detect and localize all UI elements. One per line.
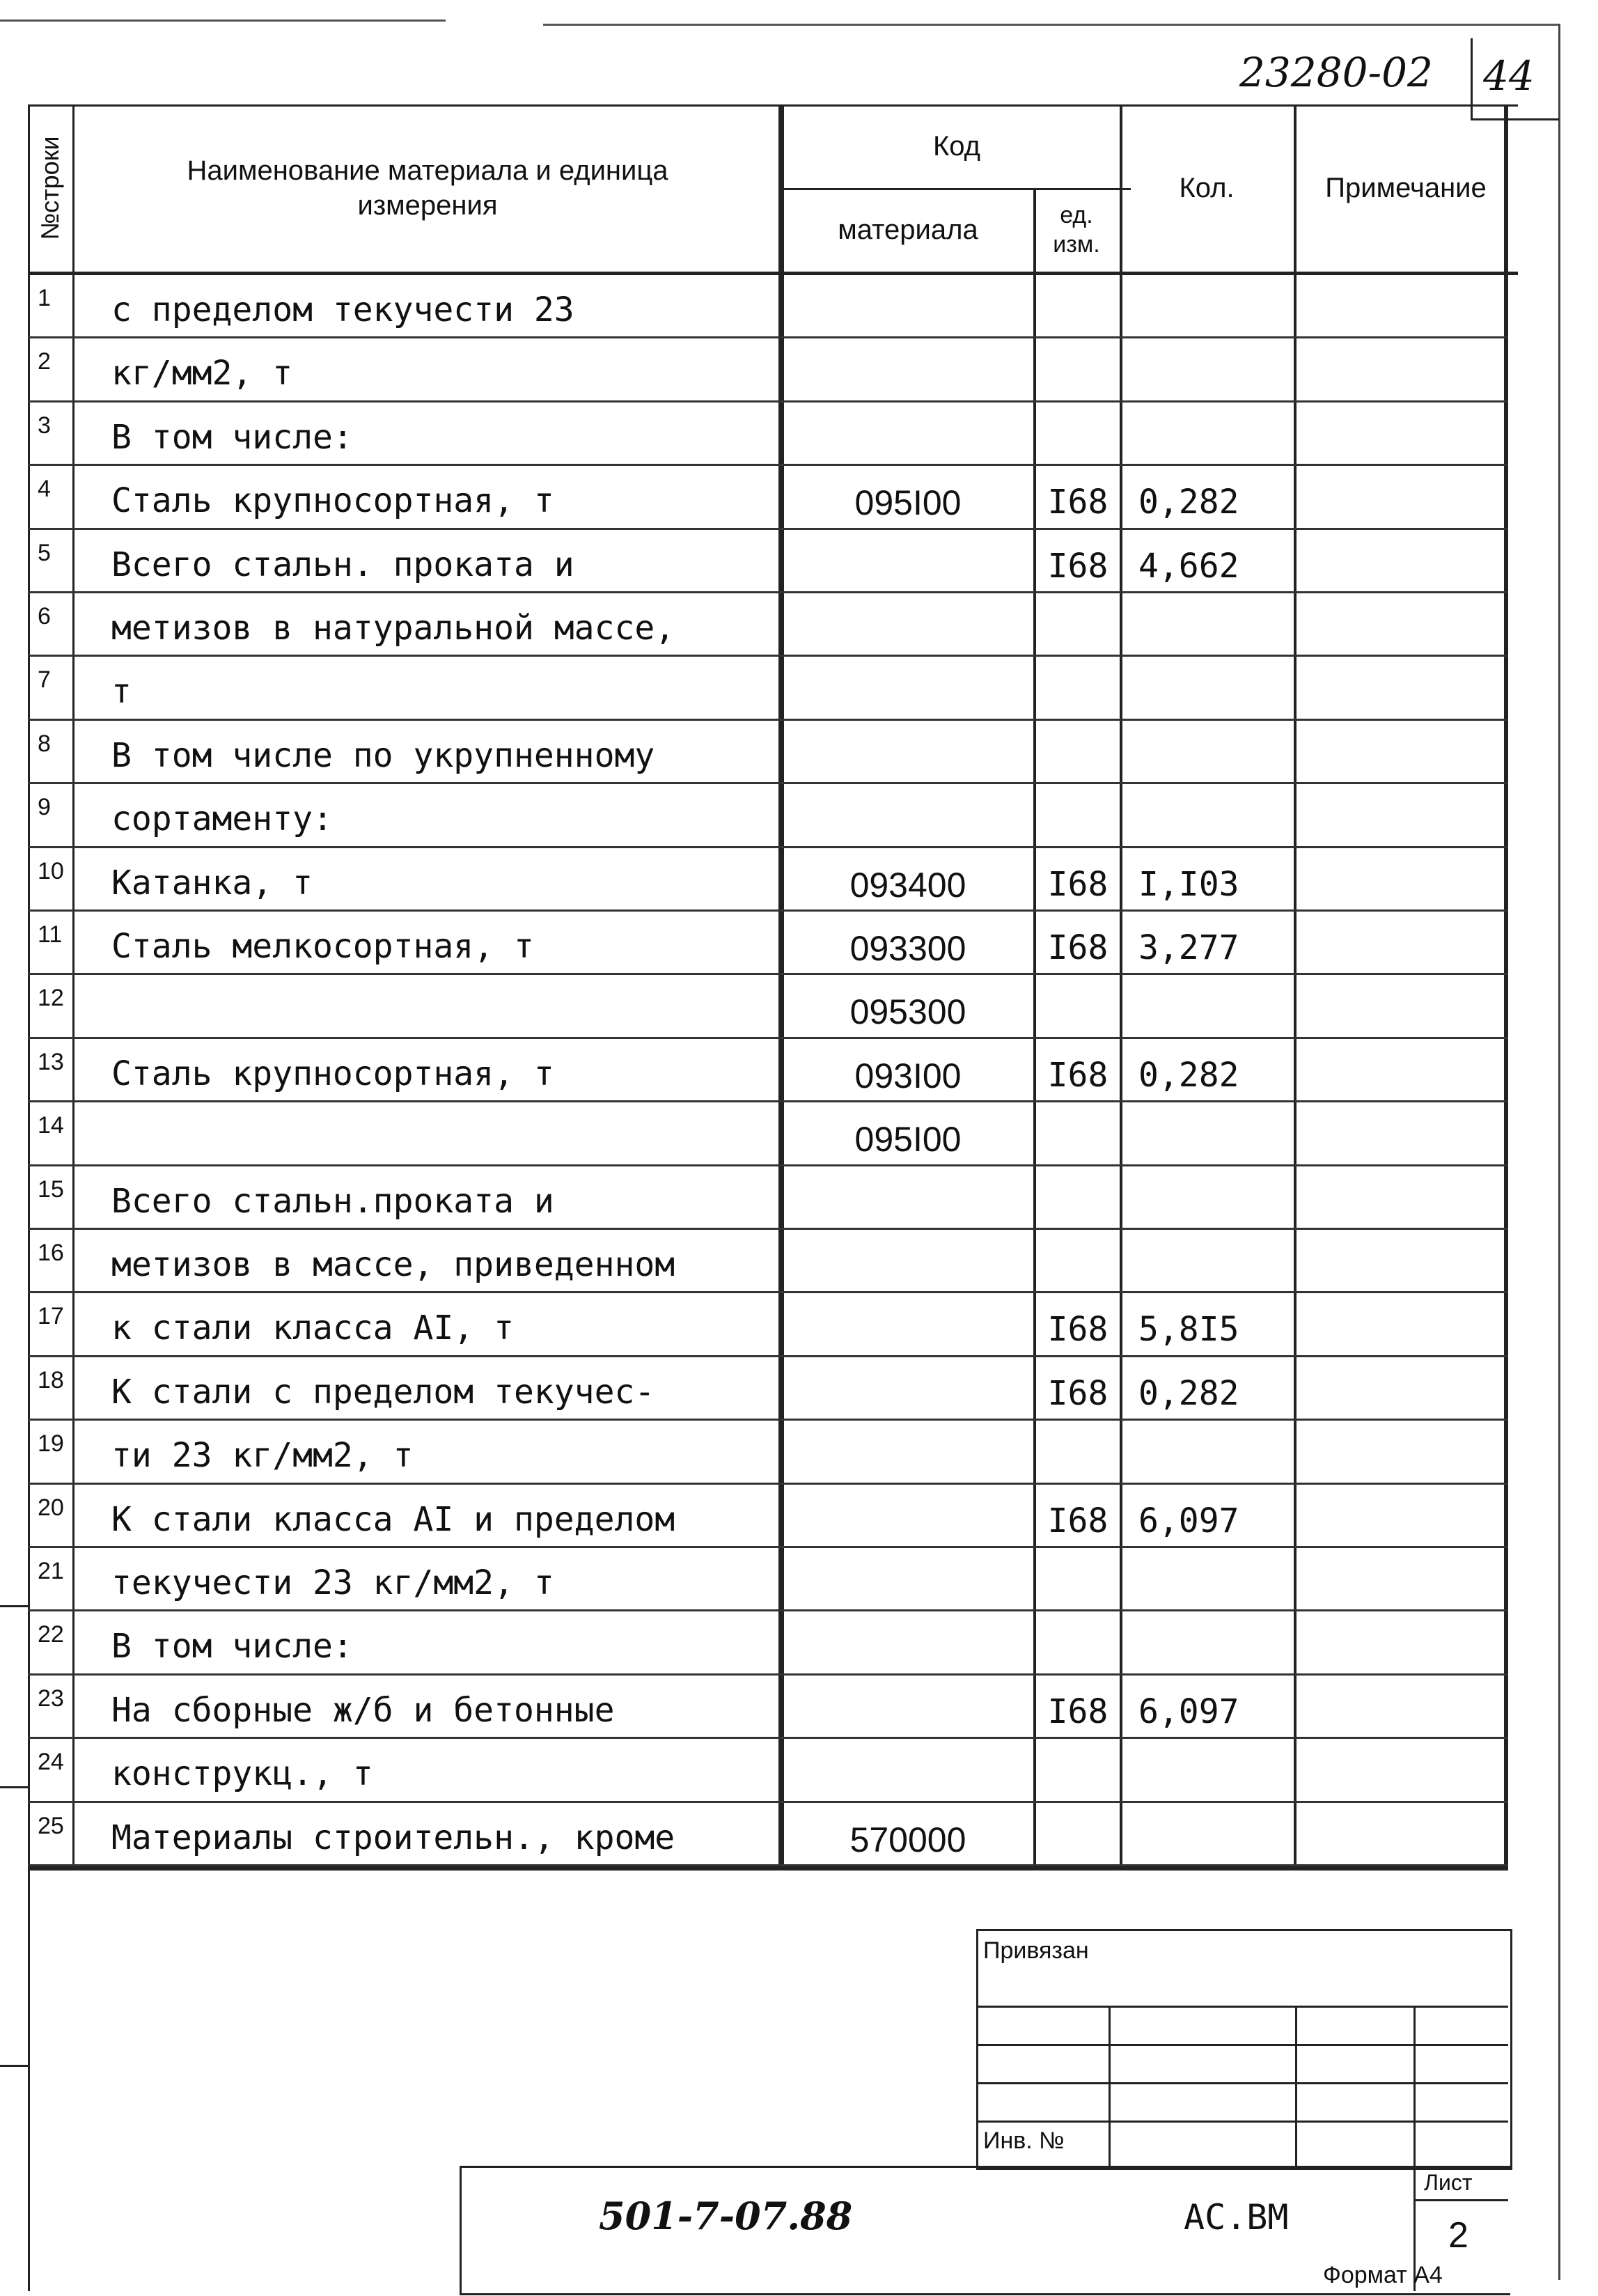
table-row bbox=[28, 784, 1508, 848]
table-row bbox=[28, 1230, 1508, 1293]
table-row bbox=[28, 1039, 1508, 1102]
table-row bbox=[28, 1739, 1508, 1802]
row-number: 3 bbox=[38, 412, 51, 439]
table-row bbox=[28, 975, 1508, 1038]
row-number: 4 bbox=[38, 476, 51, 503]
material-name: Всего стальн.проката и bbox=[111, 1181, 554, 1221]
quantity: 3,277 bbox=[1138, 928, 1239, 967]
table-row bbox=[28, 1166, 1508, 1230]
qty-header: Кол. bbox=[1179, 173, 1235, 203]
unit-code: I68 bbox=[1047, 1055, 1109, 1095]
document-number-stamp: 23280-02 bbox=[1239, 49, 1433, 96]
material-code: 095I00 bbox=[854, 483, 962, 523]
unit-code: I68 bbox=[1047, 1692, 1109, 1731]
table-row bbox=[28, 912, 1508, 975]
table-row bbox=[28, 530, 1508, 593]
material-name: Катанка, т bbox=[111, 863, 313, 903]
document-mark: АС.ВМ bbox=[1184, 2197, 1289, 2238]
row-number: 19 bbox=[38, 1430, 64, 1458]
material-name: Материалы строительн., кроме bbox=[111, 1818, 675, 1857]
table-row bbox=[28, 1421, 1508, 1484]
quantity: 6,097 bbox=[1138, 1501, 1239, 1540]
material-code: 093300 bbox=[849, 929, 966, 968]
material-name: т bbox=[111, 672, 132, 712]
sheet-label: Лист bbox=[1424, 2170, 1473, 2195]
unit-code: I68 bbox=[1047, 546, 1109, 586]
table-row bbox=[28, 1803, 1508, 1866]
table-row bbox=[28, 593, 1508, 657]
quantity: 0,282 bbox=[1138, 1055, 1239, 1095]
table-row bbox=[28, 403, 1508, 466]
quantity: 6,097 bbox=[1138, 1692, 1239, 1731]
quantity: 0,282 bbox=[1138, 1373, 1239, 1413]
row-number: 9 bbox=[38, 794, 51, 821]
name-header: Наименование материала и единица измерения bbox=[187, 155, 668, 221]
row-number: 14 bbox=[38, 1112, 64, 1139]
row-number: 20 bbox=[38, 1494, 64, 1521]
row-number: 18 bbox=[38, 1366, 64, 1393]
code-header: Код bbox=[932, 131, 980, 162]
unit-code: I68 bbox=[1047, 928, 1109, 967]
row-number: 25 bbox=[38, 1812, 64, 1839]
row-number: 12 bbox=[38, 985, 64, 1012]
unit-code: I68 bbox=[1047, 1501, 1109, 1540]
table-row bbox=[28, 1676, 1508, 1739]
material-name: Всего стальн. проката и bbox=[111, 545, 574, 584]
table-row bbox=[28, 1102, 1508, 1166]
row-number: 2 bbox=[38, 348, 51, 375]
material-name: к стали класса АI, т bbox=[111, 1309, 514, 1348]
table-row bbox=[28, 1548, 1508, 1611]
material-code: 093I00 bbox=[854, 1056, 962, 1095]
material-name: В том числе: bbox=[111, 1627, 353, 1666]
quantity: 4,662 bbox=[1138, 546, 1239, 586]
row-number: 5 bbox=[38, 539, 51, 566]
row-number: 23 bbox=[38, 1685, 64, 1712]
material-name: К стали класса АI и пределом bbox=[111, 1499, 675, 1539]
material-code: 095300 bbox=[849, 992, 966, 1032]
project-code: 501-7-07.88 bbox=[599, 2194, 853, 2238]
table-row bbox=[28, 1293, 1508, 1357]
row-number: 1 bbox=[38, 285, 51, 311]
material-name: Сталь крупносортная, т bbox=[111, 1054, 554, 1093]
sheet-number: 2 bbox=[1448, 2215, 1468, 2256]
quantity: I,I03 bbox=[1138, 864, 1239, 904]
row-number: 16 bbox=[38, 1240, 64, 1266]
material-code: 093400 bbox=[849, 865, 966, 905]
material-table bbox=[28, 104, 1518, 2291]
row-number: 10 bbox=[38, 857, 64, 884]
material-name: Сталь крупносортная, т bbox=[111, 481, 554, 521]
material-name: В том числе по укрупненному bbox=[111, 735, 655, 775]
row-number: 7 bbox=[38, 666, 51, 694]
row-number: 11 bbox=[38, 921, 63, 948]
note-header: Примечание bbox=[1325, 173, 1487, 203]
table-row bbox=[28, 1611, 1508, 1675]
material-code-header: материала bbox=[838, 214, 978, 245]
table-row bbox=[28, 848, 1508, 912]
unit-code: I68 bbox=[1047, 1373, 1109, 1413]
unit-code: I68 bbox=[1047, 1310, 1109, 1350]
material-code: 095I00 bbox=[854, 1120, 962, 1159]
format-label: Формат А4 bbox=[1323, 2262, 1443, 2288]
material-name: На сборные ж/б и бетонные bbox=[111, 1690, 615, 1730]
table-row bbox=[28, 1357, 1508, 1421]
quantity: 5,8I5 bbox=[1138, 1310, 1239, 1350]
table-row bbox=[28, 1485, 1508, 1548]
material-name: с пределом текучести 23 bbox=[111, 290, 574, 329]
material-name: текучести 23 кг/мм2, т bbox=[111, 1563, 554, 1602]
material-name: К стали с пределом текучес- bbox=[111, 1372, 655, 1412]
material-name: сортаменту: bbox=[111, 799, 333, 839]
table-row bbox=[28, 338, 1508, 402]
unit-code: I68 bbox=[1047, 864, 1109, 904]
material-code: 570000 bbox=[849, 1820, 966, 1859]
bound-label: Привязан bbox=[983, 1937, 1089, 1964]
row-number: 13 bbox=[38, 1048, 64, 1075]
material-name: конструкц., т bbox=[111, 1754, 373, 1794]
unit-header: ед. изм. bbox=[1053, 201, 1100, 258]
material-name: метизов в массе, приведенном bbox=[111, 1245, 675, 1284]
row-number: 22 bbox=[38, 1621, 64, 1648]
table-row bbox=[28, 721, 1508, 784]
sheet-number-top: 44 bbox=[1483, 52, 1535, 100]
row-number: 21 bbox=[38, 1558, 64, 1584]
table-row bbox=[28, 275, 1508, 338]
quantity: 0,282 bbox=[1138, 483, 1239, 522]
row-number: 17 bbox=[38, 1303, 64, 1330]
material-name: кг/мм2, т bbox=[111, 354, 293, 393]
row-number-header: №строки bbox=[28, 104, 75, 272]
material-name: В том числе: bbox=[111, 417, 353, 457]
material-name: Сталь мелкосортная, т bbox=[111, 927, 534, 966]
table-row bbox=[28, 657, 1508, 720]
row-number: 6 bbox=[38, 603, 51, 630]
table-row bbox=[28, 466, 1508, 529]
row-number: 15 bbox=[38, 1176, 64, 1203]
row-number: 8 bbox=[38, 730, 51, 757]
inventory-number-label: Инв. № bbox=[983, 2127, 1065, 2154]
unit-code: I68 bbox=[1047, 483, 1109, 522]
row-number: 24 bbox=[38, 1749, 64, 1776]
material-name: метизов в натуральной массе, bbox=[111, 609, 675, 648]
material-name: ти 23 кг/мм2, т bbox=[111, 1436, 414, 1476]
